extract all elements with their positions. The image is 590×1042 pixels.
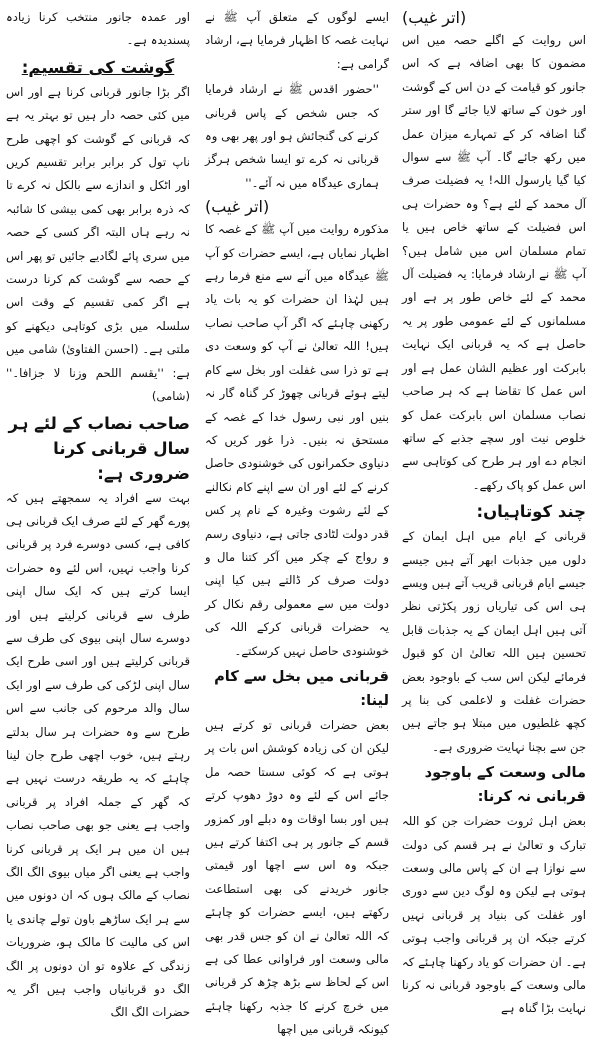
- section-heading: مالی وسعت کے باوجود قربانی نہ کرنا:: [424, 764, 586, 806]
- paragraph: اس روایت کے اگلے حصہ میں اس مضمون کا بھی اضافہ ہے کہ اس جانور کو قیامت کے دن اس کے گوشت اور خون کے ساتھ لایا جائے گا اور ستر گنا اضافہ کر کے تمہارے میزان عمل میں رکھ جائے گا۔ آپ ﷺ سے سوال کیا گیا یارسول اللہ! یہ فضیلت صرف آل محمد کے لئے ہے؟ وہ حضرات ہی اس فضیلت کے ساتھ خاص ہیں یا تمام مسلمان اس میں شامل ہیں؟ آپ ﷺ نے ارشاد فرمایا: یہ فضیلت آل محمد کے لئے خاص طور پر ہے اور مسلمانوں کے لئے عمومی طور پر یہ حاصل ہے کہ یہ قربانی ایک نہایت بابرکت اور عظیم الشان عمل ہے اور اس عمل کا تقاضا ہے کہ ہر صاحب نصاب مسلمان اس بابرکت عمل کو خلوص نیت اور سچے جذبے کے ساتھ انجام دے اور ہر طرح کی کوتاہی سے اس عمل کو پاک رکھے۔: [402, 33, 586, 492]
- paragraph: مذکورہ روایت میں آپ ﷺ کے غصہ کا اظہار نمایاں ہے، ایسے حضرات کو آپ ﷺ عیدگاہ میں آنے سے منع فرما رہے ہیں لہٰذا ان حضرات کو یہ بات یاد رکھنی چاہئے کہ اگر آپ صاحب نصاب ہیں! اللہ تعالیٰ نے آپ کو وسعت دی ہے تو ذرا سی غفلت اور بخل سے کام لیتے ہوئے قربانی چھوڑ کر گناہ گار نہ بنیں اور نبی رسول خدا کے غصہ کے مستحق نہ بنیں۔ ذرا غور کریں کہ دنیاوی حکمرانوں کی خوشنودی حاصل کرنے کے لئے اور ان سے اپنے کام نکالنے کے لئے رشوت وغیرہ کے نام پر کس قدر دولت لٹادی جاتی ہے، دنیاوی رسم و رواج کے چکر میں آکر کتنا مال و دولت صرف کر ڈالتے ہیں کیا اپنی دولت میں سے معمولی رقم نکال کر یہ حضرات قربانی کرکے اللہ کی خوشنودی حاصل نہیں کرسکتے۔: [205, 222, 389, 658]
- column-middle: [205, 6, 389, 1037]
- column-right: [402, 6, 586, 1016]
- section-heading: گوشت کی تقسیم:: [21, 57, 175, 77]
- paragraph: بہت سے افراد یہ سمجھتے ہیں کہ پورے گھر کے لئے صرف ایک قربانی ہی کافی ہے، کسی دوسرے فرد پر قربانی کرنا واجب نہیں، اس لئے وہ حضرات ایسا کرتے ہیں کہ ایک سال اپنی طرف سے قربانی کرلیتے ہیں اور دوسرے سال اپنی بیوی کی طرف سے قربانی کرلیتے ہیں اور اسی طرح ایک سال اپنی لڑکی کی طرف سے اور ایک سال والد مرحوم کی جانب سے اس طرح سے وہ حضرات ہر سال بدلتے رہتے ہیں، خوب اچھی طرح جان لینا چاہئے کہ یہ طریقہ درست نہیں ہے کہ گھر کے جملہ افراد پر قربانی واجب ہے یعنی جو بھی صاحب نصاب ہیں ان میں ہر ایک پر قربانی کرنا واجب ہے یعنی اگر میاں بیوی الگ الگ نصاب کے مالک ہوں کہ ان دونوں میں سے ہر ایک ساڑھے باون تولے چاندی یا اس کی مالیت کا مالک ہو، ضروریات زندگی کے علاوہ تو ان دونوں پر الگ الگ دو قربانیاں واجب ہیں اگر یہ حضرات الگ الگ: [6, 490, 190, 1020]
- section-heading: صاحب نصاب کے لئے ہر سال قربانی کرنا ضروری ہے:: [8, 413, 190, 483]
- source-tag: (اتر غیب): [205, 197, 270, 217]
- column-left: [6, 6, 190, 1020]
- paragraph: ایسے لوگوں کے متعلق آپ ﷺ نے نہایت غصہ کا اظہار فرمایا ہے، ارشاد گرامی ہے:: [205, 10, 389, 71]
- section-heading: چند کوتاہیاں:: [476, 502, 586, 522]
- paragraph: اگر بڑا جانور قربانی کرنا ہے اور اس میں کئی حصہ دار ہیں تو بہتر یہ ہے کہ قربانی کے گوشت کو اچھی طرح ناپ تول کر برابر برابر تقسیم کریں اور اٹکل و اندازے سے بالکل نہ کرے تا کہ ذرہ برابر بھی کمی بیشی کا شائبہ نہ رہے ہاں البتہ اگر کسی کے حصہ میں سری پائے لگادیے جائیں تو پھر اس کے حصہ سے گوشت کم کرنا درست ہے اگر کمی تقسیم کے وقت اس سلسلہ میں بڑی کوتاہی دیکھنے کو ملتی ہے۔ (احسن الفتاویٰ) شامی میں ہے: ''یقسم اللحم وزنا لا جزافا۔'' (شامی): [6, 84, 190, 404]
- paragraph: قربانی کے ایام میں اہل ایمان کے دلوں میں جذبات ابھر آتے ہیں جیسے جیسے ایام قربانی قریب آتے ہیں ویسے ہی اس کی تیاریاں زور پکڑتی نظر آتی ہیں اہل ایمان کے یہ جذبات قابل تحسین ہیں اللہ تعالیٰ ان کو قبول فرمائے لیکن اس سب کے باوجود بعض حضرات غفلت و لاعلمی کی بنا پر کچھ غلطیوں میں مبتلا ہو جاتے ہیں جن سے بچنا نہایت ضروری ہے۔: [402, 529, 586, 754]
- paragraph: بعض حضرات قربانی تو کرتے ہیں لیکن ان کی زیادہ کوشش اس بات پر ہوتی ہے کہ کوئی سستا حصہ مل جائے اس کے لئے وہ دوڑ دھوپ کرتے ہیں اور بسا اوقات وہ دبلے اور کمزور قسم کے جانور پر ہی اکتفا کرتے ہیں جبکہ وہ اس سے اچھا اور قیمتی جانور خریدنے کی بھی استطاعت رکھتے ہیں، ایسے حضرات کو چاہئے کہ اللہ تعالیٰ نے ان کو جس قدر بھی مالی وسعت اور فراوانی عطا کی ہے اس کے لحاظ سے بڑھ چڑھ کر قربانی میں خرچ کرنے کا جذبہ رکھنا چاہئے کیونکہ قربانی میں اچھا: [205, 717, 389, 1037]
- hadith-quote: ''حضور اقدس ﷺ نے ارشاد فرمایا کہ جس شخص کے پاس قربانی کرنے کی گنجائش ہو اور پھر بھی وہ قربانی نہ کرے تو ایسا شخص ہرگز ہماری عیدگاہ میں نہ آئے۔'': [205, 82, 379, 190]
- section-heading: قربانی میں بخل سے کام لینا:: [214, 667, 389, 709]
- paragraph: اور عمدہ جانور منتخب کرنا زیادہ پسندیدہ ہے۔: [6, 10, 190, 48]
- paragraph: بعض اہل ثروت حضرات جن کو اللہ تبارک و تعالیٰ نے ہر قسم کی دولت سے نوازا ہے ان کے پاس مالی وسعت ہوتی ہے لیکن وہ لوگ دین سے دوری اور غفلت کی بنیاد پر قربانی نہیں کرتے جبکہ ان پر قربانی واجب ہوتی ہے۔ ان حضرات کو یاد رکھنا چاہئے کہ مالی وسعت کے باوجود قربانی نہ کرنا نہایت بڑا گناہ ہے: [402, 814, 586, 1016]
- source-tag: (اتر غیب): [402, 8, 467, 27]
